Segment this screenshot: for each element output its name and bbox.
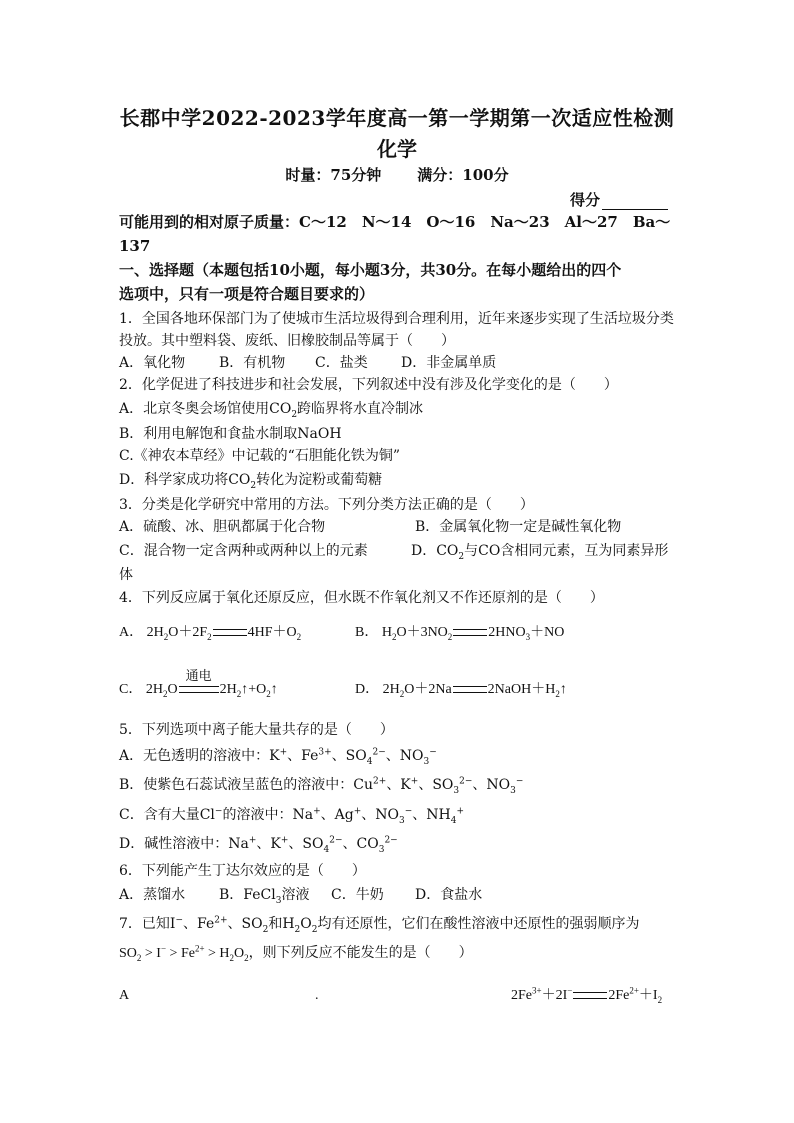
atomic-mass-line-1: 可能用到的相对原子质量：C～12 N～14 O～16 Na～23 Al～27 Ba～ — [119, 213, 671, 231]
atomic-mass-line-2: 137 — [119, 237, 151, 255]
section-heading-line-2: 选项中，只有一项是符合题目要求的） — [119, 285, 375, 303]
q2-stem: 2．化学促进了科技进步和社会发展，下列叙述中没有涉及化学变化的是（ ） — [119, 377, 618, 393]
full-score-label: 满分：100分 — [417, 166, 509, 184]
q6-option-c: C．牛奶 — [331, 887, 384, 903]
q2-option-b: B．利用电解饱和食盐水制取NaOH — [119, 426, 342, 442]
time-label: 时量：75分钟 — [285, 166, 382, 184]
q7-option-a-equation: $2Fe^{3+}+2I^-$ $2Fe^{2+}+I_2$ — [511, 985, 663, 1005]
q3-option-d: D．$CO_2$与CO含相同元素，互为同素异形 — [411, 543, 669, 562]
q1-options — [119, 354, 496, 372]
q4-condition: 通电 — [185, 668, 212, 684]
q3-options-ab — [119, 518, 621, 536]
q5-stem: 5．下列选项中离子能大量共存的是（ ） — [119, 722, 394, 738]
q1-option-b: B．有机物 — [219, 355, 286, 371]
q4-options-ab — [119, 624, 564, 642]
q7-stem-line-2: $SO_2 > I^- > Fe^{2+} > H_2O_2$，则下列反应不能发生的是（ ） — [119, 943, 473, 963]
q1-option-a: A．氧化物 — [119, 355, 186, 371]
score-label: 得分 — [570, 191, 601, 209]
q1-stem-line-1: 1．全国各地环保部门为了使城市生活垃圾得到合理利用，近年来逐步实现了生活垃圾分类 — [119, 311, 674, 327]
q3-options-cd — [119, 542, 668, 560]
q6-stem: 6．下列能产生丁达尔效应的是（ ） — [119, 863, 366, 879]
q4-option-b: B． $H_2O+3NO_2$ $2HNO_3+NO$ — [355, 625, 565, 642]
q5-option-d: D．碱性溶液中：Na+、K+、$SO_4^{2-}$、$CO_3^{2-}$ — [119, 835, 398, 855]
q6-option-b: B．FeCl$_3$溶液 — [219, 887, 310, 906]
q6-option-a: A．蒸馏水 — [119, 887, 186, 903]
q2-option-d: D．科学家成功将$CO_2$转化为淀粉或葡萄糖 — [119, 472, 383, 491]
q5-option-c: C．含有大量Cl−的溶液中：Na+、Ag+、$NO_3^-$、$NH_4^+$ — [119, 806, 465, 826]
q7-option-a — [119, 987, 662, 1005]
q6-option-d: D．食盐水 — [415, 887, 483, 903]
q3-option-d-cont: 体 — [119, 567, 133, 583]
section-heading-line-1: 一、选择题（本题包括10小题，每小题3分，共30分。在每小题给出的四个 — [119, 261, 622, 279]
q4-option-c: C． $2H_2O$ 通电 $2H_2↑+O_2↑$ — [119, 668, 278, 699]
q7-option-a-dot: . — [315, 988, 319, 1003]
q6-options — [119, 886, 482, 904]
q4-stem: 4．下列反应属于氧化还原反应，但水既不作氧化剂又不作还原剂的是（ ） — [119, 590, 604, 606]
exam-info — [0, 164, 794, 185]
q3-option-a: A．硫酸、冰、胆矾都属于化合物 — [119, 519, 326, 535]
q7-option-a-letter: A — [119, 988, 130, 1003]
q1-option-d: D．非金属单质 — [401, 355, 497, 371]
score-blank — [602, 195, 668, 210]
exam-title: 长郡中学2022-2023学年度高一第一学期第一次适应性检测 — [119, 106, 675, 130]
q2-option-c: C.《神农本草经》中记载的“石胆能化铁为铜” — [119, 448, 400, 464]
q4-option-d: D． $2H_2O+2Na$ $2NaOH+H_2↑$ — [355, 682, 567, 699]
q3-option-b: B．金属氧化物一定是碱性氧化物 — [415, 519, 622, 535]
q2-option-a: A．北京冬奥会场馆使用$CO_2$跨临界将水直冷制冰 — [119, 401, 424, 420]
score-field — [570, 189, 668, 210]
q1-option-c: C．盐类 — [315, 355, 368, 371]
subject-title: 化学 — [377, 137, 417, 161]
q3-stem: 3．分类是化学研究中常用的方法。下列分类方法正确的是（ ） — [119, 497, 534, 513]
q5-option-a: A．无色透明的溶液中：K+、$Fe^{3+}$、$SO_4^{2-}$、$NO_3^-$ — [119, 747, 437, 767]
q4-options-cd — [119, 668, 567, 699]
q3-option-c: C．混合物一定含两种或两种以上的元素 — [119, 543, 368, 559]
q4-option-a: A． $2H_2O+2F_2$ $4HF+O_2$ — [119, 625, 302, 642]
q7-stem-line-1: 7．已知I−、$Fe^{2+}$、$SO_2$和$H_2O_2$均有还原性，它们在酸性溶液中还原性的强弱顺序为 — [119, 915, 640, 935]
q1-stem-line-2: 投放。其中塑料袋、废纸、旧橡胶制品等属于（ ） — [119, 333, 455, 349]
q5-option-b: B．使紫色石蕊试液呈蓝色的溶液中：$Cu^{2+}$、K+、$SO_3^{2-}$、$NO_3^-$ — [119, 776, 524, 796]
